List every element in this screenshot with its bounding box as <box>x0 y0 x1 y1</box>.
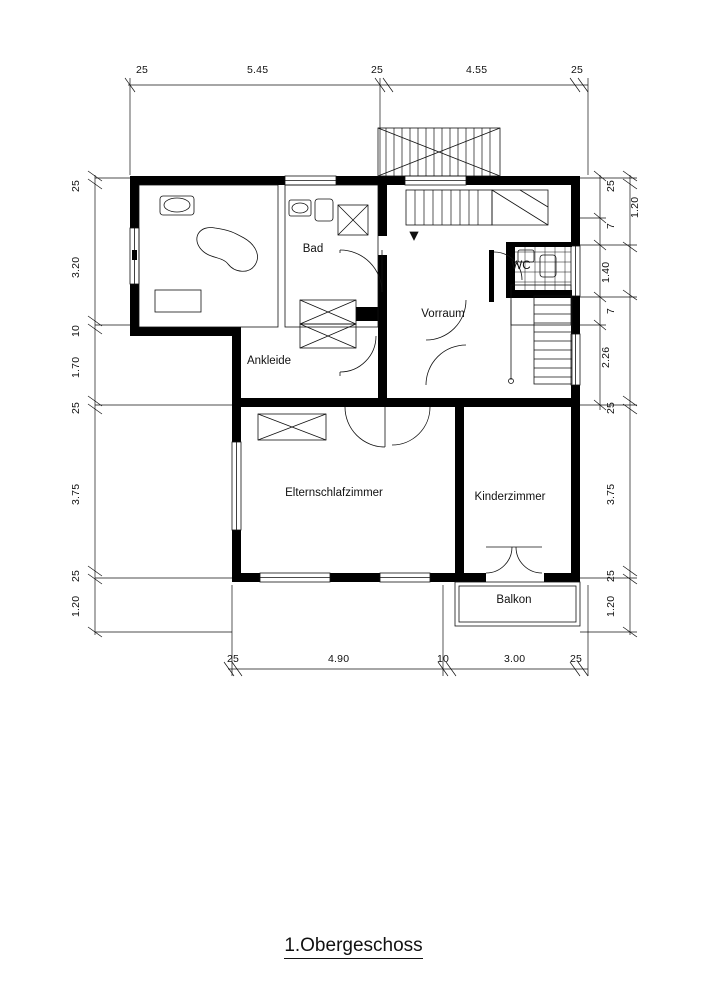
dim-right-1-20-bottom: 1.20 <box>605 595 617 617</box>
dim-bottom-4: 25 <box>570 653 583 665</box>
dim-left-3-20: 3.20 <box>70 256 82 278</box>
dim-right-1-40: 1.40 <box>600 261 612 283</box>
dim-bottom-1: 4.90 <box>328 653 350 665</box>
room-label-bad: Bad <box>302 243 324 255</box>
dim-right-inner-3: 25 <box>605 401 617 414</box>
dim-bottom-3: 3.00 <box>504 653 526 665</box>
dim-right-3-75: 3.75 <box>605 483 617 505</box>
room-label-wc: WC <box>511 260 531 272</box>
dim-right-1-20-top: 1.20 <box>629 196 641 218</box>
dim-right-inner-4: 25 <box>605 569 617 582</box>
dim-bottom-0: 25 <box>227 653 240 665</box>
dim-left-1-20: 1.20 <box>70 595 82 617</box>
room-label-balkon: Balkon <box>496 594 532 606</box>
room-label-kinderzimmer: Kinderzimmer <box>474 491 546 503</box>
dim-top-1: 5.45 <box>247 64 269 76</box>
plan-details <box>130 128 580 626</box>
dim-bottom-2: 10 <box>437 653 450 665</box>
dim-right-inner-1: 7 <box>605 222 617 229</box>
plan-title <box>0 935 707 957</box>
dim-left-inner-1: 10 <box>70 324 82 337</box>
dim-left-inner-2: 25 <box>70 401 82 414</box>
dim-right-inner-2: 7 <box>605 307 617 314</box>
dim-left-3-75: 3.75 <box>70 483 82 505</box>
plan-title-text: 1.Obergeschoss <box>284 935 422 959</box>
dim-top-0: 25 <box>136 64 149 76</box>
dim-left-inner-3: 25 <box>70 569 82 582</box>
dim-top-2: 25 <box>371 64 384 76</box>
dim-top-4: 25 <box>571 64 584 76</box>
room-label-ankleide: Ankleide <box>246 355 292 367</box>
dim-right-2-26: 2.26 <box>600 346 612 368</box>
dim-right-inner-0: 25 <box>605 179 617 192</box>
room-label-vorraum: Vorraum <box>421 308 465 320</box>
dim-left-inner-0: 25 <box>70 179 82 192</box>
dim-left-1-70: 1.70 <box>70 356 82 378</box>
room-label-elternschlafzimmer: Elternschlafzimmer <box>285 487 383 499</box>
dim-top-3: 4.55 <box>466 64 488 76</box>
